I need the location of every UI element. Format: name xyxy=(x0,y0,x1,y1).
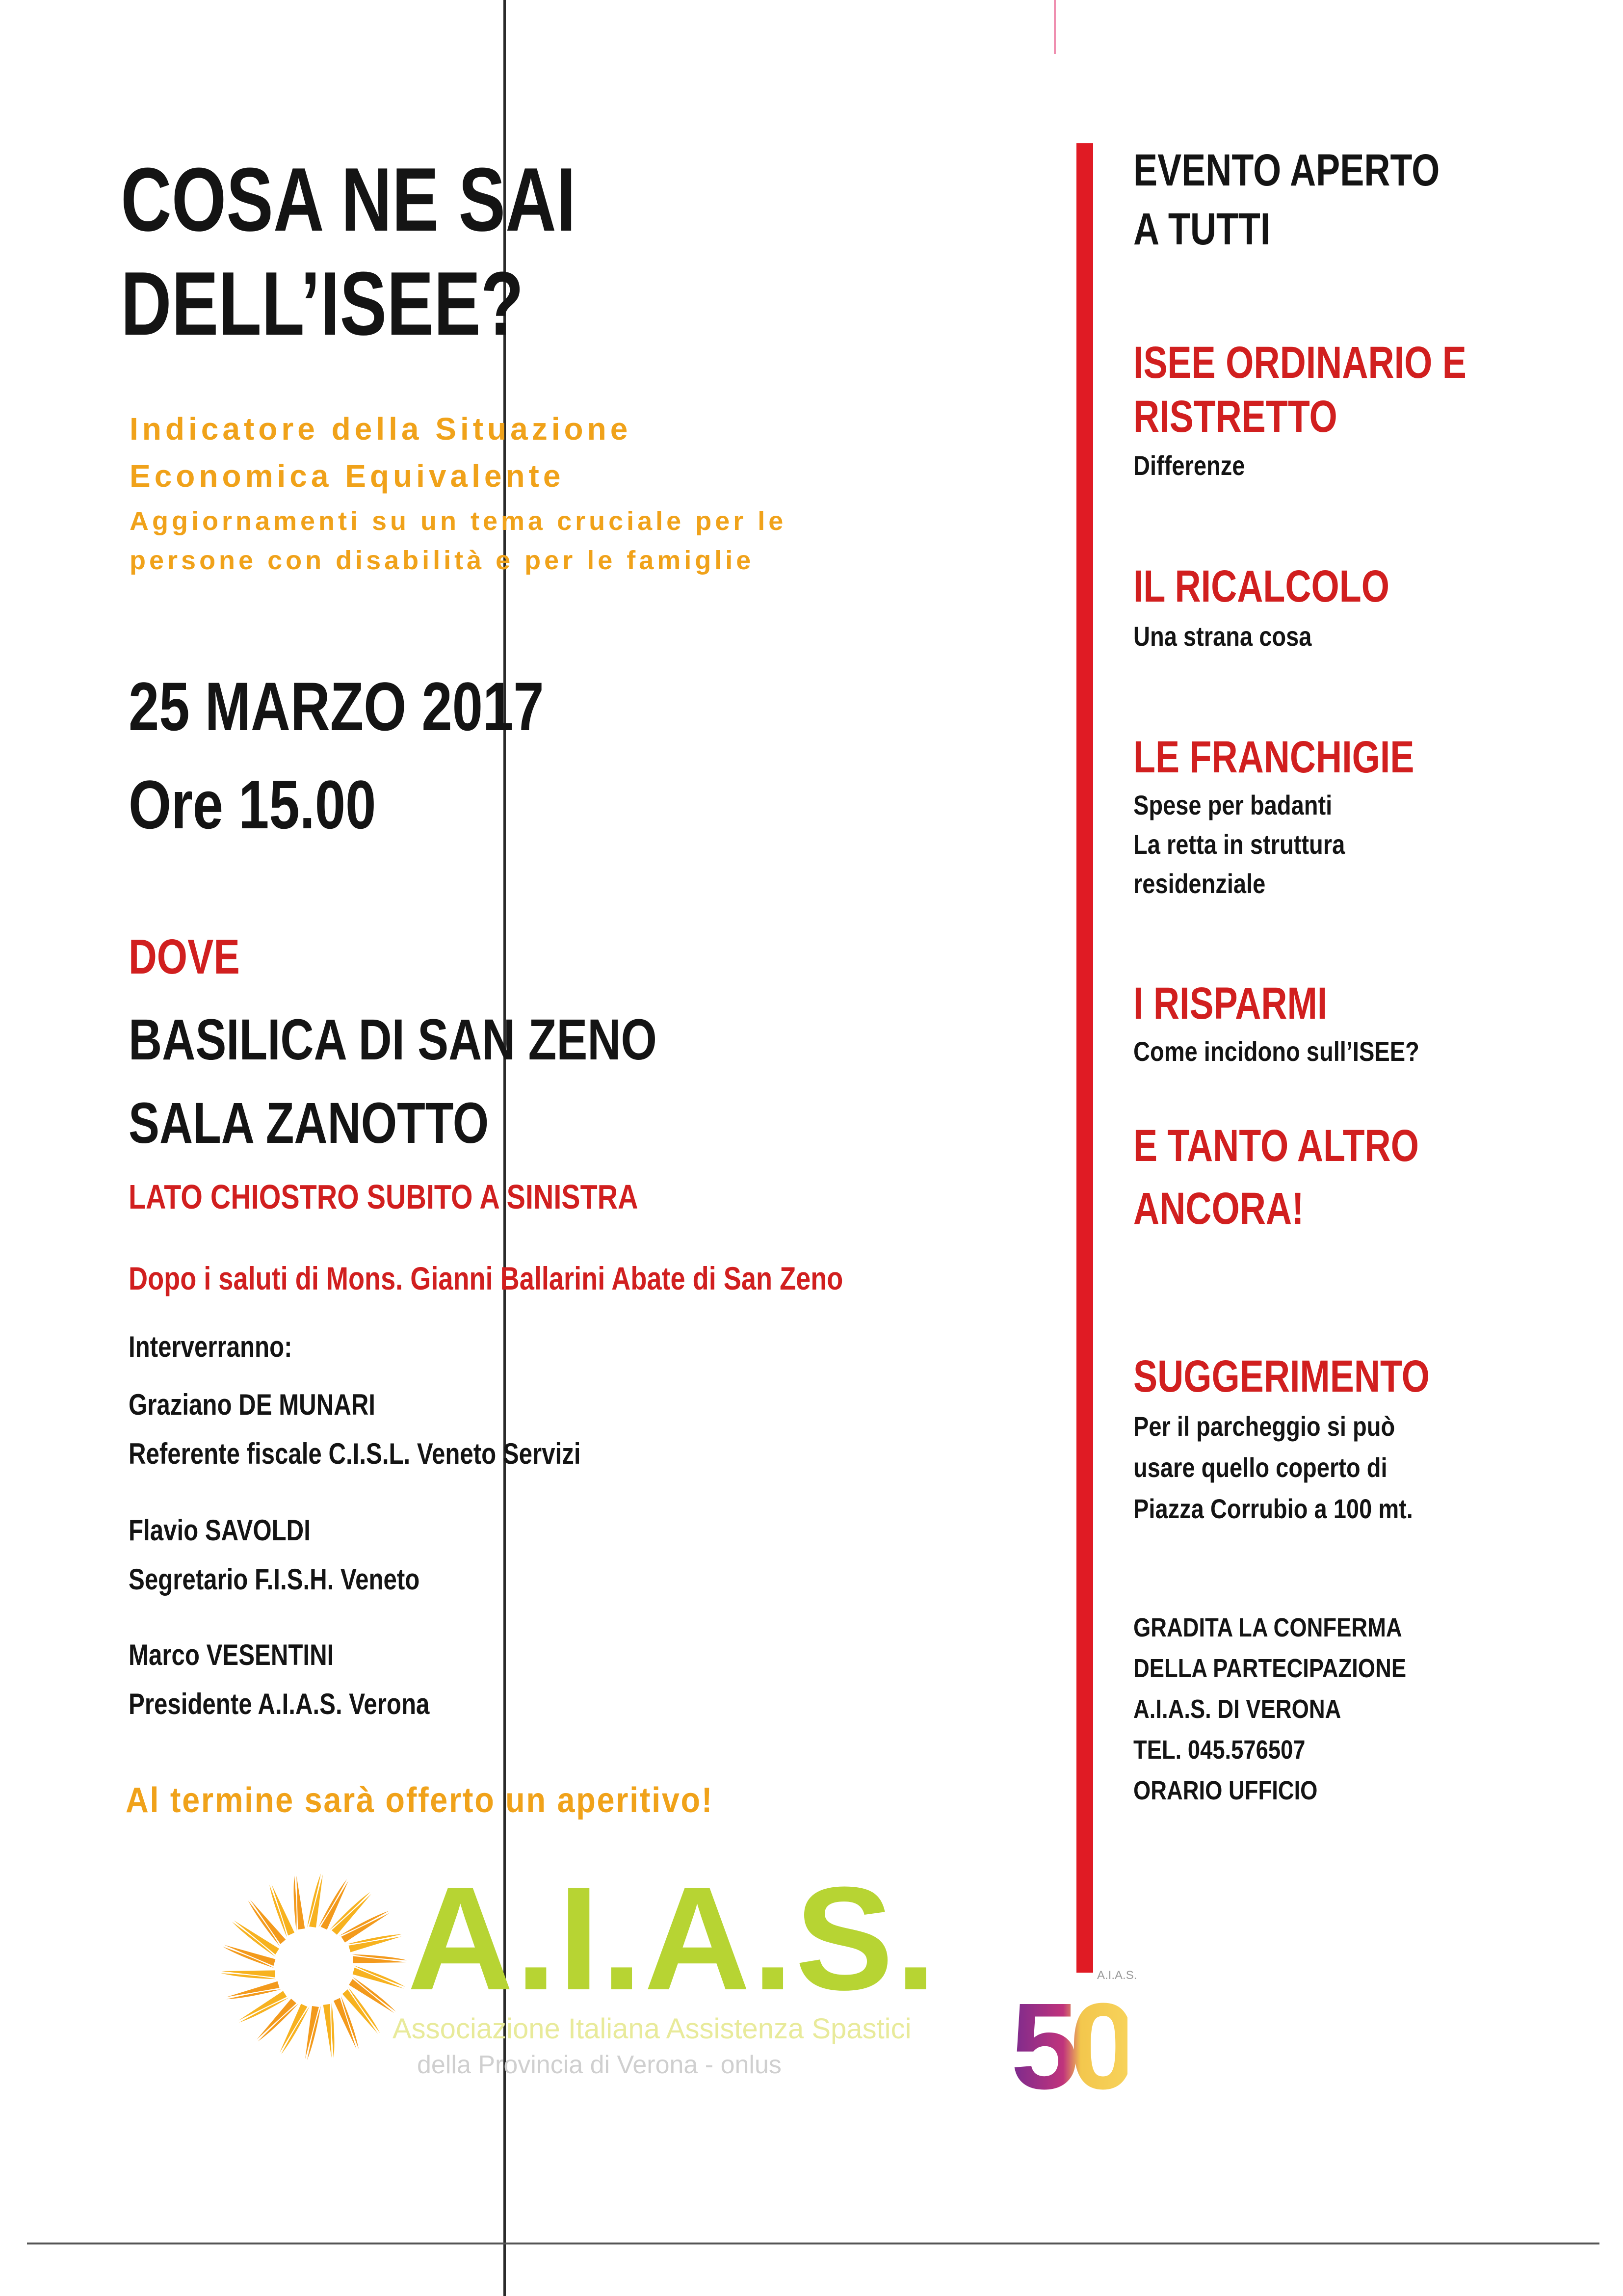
tip-line: Piazza Corrubio a 100 mt. xyxy=(1133,1493,1413,1524)
contact-phone: TEL. 045.576507 xyxy=(1133,1735,1306,1765)
topic-heading: LE FRANCHIGIE xyxy=(1133,732,1414,782)
contact-line: A.I.A.S. DI VERONA xyxy=(1133,1694,1341,1724)
topic-detail: La retta in struttura xyxy=(1133,829,1345,860)
title-line-1: COSA NE SAI xyxy=(121,149,576,250)
open-event-line-2: A TUTTI xyxy=(1133,204,1271,254)
title-line-2: DELL’ISEE? xyxy=(121,253,524,354)
speakers-intro: Interverranno: xyxy=(129,1330,292,1363)
speaker-role: Presidente A.I.A.S. Verona xyxy=(129,1688,430,1720)
venue-direction: LATO CHIOSTRO SUBITO A SINISTRA xyxy=(129,1178,638,1216)
venue-line-1: BASILICA DI SAN ZENO xyxy=(129,1007,657,1072)
bottom-rule xyxy=(27,2243,1599,2244)
greeting-text: Dopo i saluti di Mons. Gianni Ballarini Abate di San Zeno xyxy=(129,1260,843,1296)
speaker-name: Graziano DE MUNARI xyxy=(129,1388,375,1421)
subtitle-line-3: Aggiornamenti su un tema cruciale per le xyxy=(130,506,787,536)
venue-label: DOVE xyxy=(129,929,240,984)
sun-petal xyxy=(305,2006,321,2060)
tip-line: usare quello coperto di xyxy=(1133,1452,1387,1483)
more-line-1: E TANTO ALTRO xyxy=(1133,1121,1419,1171)
topic-detail: Spese per badanti xyxy=(1133,790,1333,820)
contact-line: ORARIO UFFICIO xyxy=(1133,1776,1318,1805)
aias-sun-icon xyxy=(216,1869,412,2065)
contact-line: GRADITA LA CONFERMA xyxy=(1133,1613,1402,1642)
topic-heading: IL RICALCOLO xyxy=(1133,561,1389,611)
subtitle-line-4: persone con disabilità e per le famiglie xyxy=(130,546,755,575)
venue-line-2: SALA ZANOTTO xyxy=(129,1091,489,1156)
topic-detail: Differenze xyxy=(1133,450,1245,481)
aias-logo-line-2: della Provincia di Verona - onlus xyxy=(417,2051,782,2079)
sun-petal xyxy=(352,1947,407,1970)
topic-detail: Una strana cosa xyxy=(1133,621,1312,652)
sun-petal xyxy=(220,1964,276,1987)
aias-logo-name: A.I.A.S. xyxy=(407,1856,939,2021)
topic-detail: Come incidono sull’ISEE? xyxy=(1133,1036,1419,1067)
anniversary-tag: A.I.A.S. xyxy=(1097,1969,1137,1982)
sun-petal xyxy=(307,1874,323,1927)
tip-heading: SUGGERIMENTO xyxy=(1133,1351,1430,1401)
anniversary-50-logo: 50 xyxy=(1011,1978,1128,2114)
aias-logo-line-1: Associazione Italiana Assistenza Spastici xyxy=(393,2013,912,2045)
speaker-role: Segretario F.I.S.H. Veneto xyxy=(129,1563,420,1596)
subtitle-line-2: Economica Equivalente xyxy=(130,458,565,494)
subtitle-line-1: Indicatore della Situazione xyxy=(130,411,632,447)
topic-detail: residenziale xyxy=(1133,868,1266,899)
event-time: Ore 15.00 xyxy=(129,766,376,843)
topic-heading: RISTRETTO xyxy=(1133,392,1337,442)
contact-line: DELLA PARTECIPAZIONE xyxy=(1133,1654,1407,1683)
speaker-role: Referente fiscale C.I.S.L. Veneto Servizi xyxy=(129,1437,581,1470)
topic-heading: I RISPARMI xyxy=(1133,978,1328,1029)
open-event-line-1: EVENTO APERTO xyxy=(1133,145,1440,195)
aperitivo-note: Al termine sarà offerto un aperitivo! xyxy=(126,1781,714,1820)
poster-title xyxy=(121,147,576,355)
scan-mark xyxy=(1054,0,1056,54)
sidebar-red-bar xyxy=(1076,143,1093,1973)
more-line-2: ANCORA! xyxy=(1133,1184,1304,1234)
speaker-name: Marco VESENTINI xyxy=(129,1638,334,1671)
event-date: 25 MARZO 2017 xyxy=(129,668,544,745)
speaker-name: Flavio SAVOLDI xyxy=(129,1514,311,1547)
topic-heading: ISEE ORDINARIO E xyxy=(1133,338,1466,388)
tip-line: Per il parcheggio si può xyxy=(1133,1411,1395,1442)
